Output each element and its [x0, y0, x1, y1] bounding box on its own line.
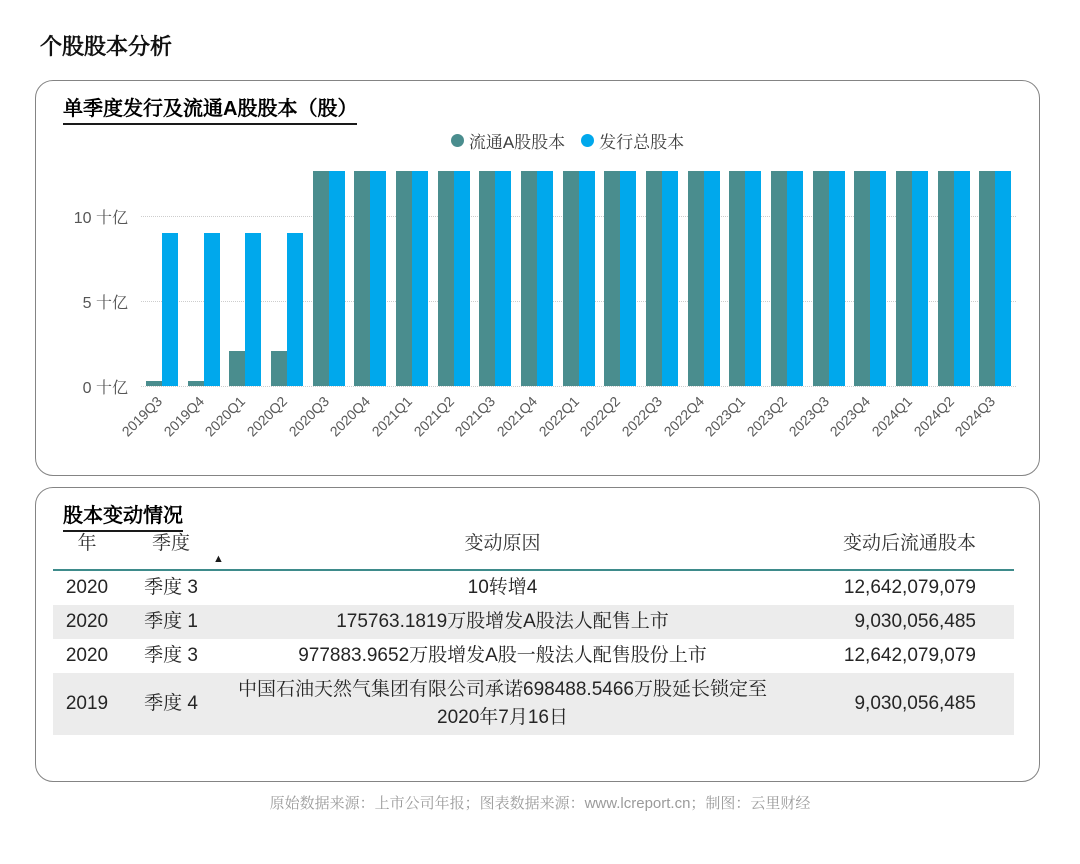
- x-axis-tick-label: 2020Q3: [285, 393, 332, 440]
- bar-circulating-2021Q2[interactable]: [438, 171, 454, 386]
- x-axis-tick-label: 2020Q4: [326, 393, 374, 440]
- table-row[interactable]: [53, 571, 1014, 605]
- cell-reason: 10转增4: [467, 577, 538, 598]
- table-row[interactable]: [53, 605, 1014, 639]
- x-axis-tick-label: 2022Q4: [660, 393, 707, 440]
- table-title: 股本变动情况: [63, 499, 183, 532]
- footer-credits: 原始数据来源：上市公司年报；图表数据来源：www.lcreport.cn；制图：云里财经: [269, 795, 811, 812]
- x-axis-tick-label: 2023Q3: [785, 393, 832, 440]
- bar-circulating-2023Q2[interactable]: [771, 171, 787, 386]
- bar-circulating-2023Q3[interactable]: [813, 171, 829, 386]
- bar-total-2020Q2[interactable]: [287, 233, 303, 386]
- bar-circulating-2019Q3[interactable]: [146, 381, 162, 386]
- table-row[interactable]: [53, 673, 1014, 735]
- bar-circulating-2020Q1[interactable]: [229, 351, 245, 386]
- cell-year: 2020: [65, 645, 109, 666]
- x-axis-tick-label: 2021Q3: [451, 393, 499, 440]
- bar-total-2024Q2[interactable]: [954, 171, 970, 386]
- legend-dot-icon: [581, 134, 594, 147]
- bar-circulating-2024Q1[interactable]: [896, 171, 912, 386]
- column-header-shares[interactable]: 变动后流通股本: [842, 532, 976, 554]
- cell-quarter: 季度 4: [144, 693, 198, 714]
- bar-total-2022Q3[interactable]: [662, 171, 678, 386]
- legend-dot-icon: [451, 134, 464, 147]
- x-axis-tick-label: 2022Q1: [535, 393, 582, 440]
- legend-label: 发行总股本: [599, 133, 685, 152]
- table-body: [53, 571, 1014, 735]
- column-header-quarter[interactable]: 季度: [151, 532, 190, 554]
- bar-total-2023Q1[interactable]: [745, 171, 761, 386]
- bar-circulating-2020Q4[interactable]: [354, 171, 370, 386]
- bar-circulating-2020Q2[interactable]: [271, 351, 287, 386]
- x-axis-tick-label: 2021Q4: [493, 393, 541, 440]
- bar-circulating-2022Q4[interactable]: [688, 171, 704, 386]
- bar-circulating-2022Q3[interactable]: [646, 171, 662, 386]
- bar-total-2019Q3[interactable]: [162, 233, 178, 386]
- cell-year: 2019: [65, 693, 109, 714]
- x-axis-tick-label: 2020Q2: [243, 393, 291, 440]
- bar-circulating-2023Q4[interactable]: [854, 171, 870, 386]
- cell-year: 2020: [65, 611, 109, 632]
- bar-total-2020Q3[interactable]: [329, 171, 345, 386]
- cell-reason: 175763.1819万股增发A股法人配售上市: [336, 611, 669, 632]
- bar-total-2024Q1[interactable]: [912, 171, 928, 386]
- bar-circulating-2020Q3[interactable]: [313, 171, 329, 386]
- bar-total-2023Q4[interactable]: [870, 171, 886, 386]
- column-header-year[interactable]: 年: [77, 532, 97, 554]
- bar-total-2022Q1[interactable]: [579, 171, 595, 386]
- x-axis-tick-label: 2023Q1: [701, 393, 749, 440]
- cell-quarter: 季度 3: [144, 577, 198, 598]
- gridline-0: [141, 386, 1016, 387]
- column-header-reason[interactable]: 变动原因: [464, 532, 541, 554]
- x-axis-tick-label: 2024Q1: [868, 393, 916, 440]
- legend-label: 流通A股股本: [468, 133, 566, 152]
- legend-item-1[interactable]: [581, 128, 684, 153]
- x-axis-tick-label: 2022Q3: [618, 393, 666, 440]
- bar-circulating-2021Q1[interactable]: [396, 171, 412, 386]
- cell-reason: 中国石油天然气集团有限公司承诺698488.5466万股延长锁定至2020年7月16日: [238, 679, 767, 728]
- bar-chart-plot: [73, 171, 1016, 440]
- bar-total-2021Q2[interactable]: [454, 171, 470, 386]
- cell-shares: 12,642,079,079: [843, 645, 976, 666]
- bar-total-2023Q2[interactable]: [787, 171, 803, 386]
- cell-quarter: 季度 3: [144, 645, 198, 666]
- y-axis-tick-label: 0 十亿: [82, 380, 128, 397]
- bar-total-2020Q4[interactable]: [370, 171, 386, 386]
- bar-circulating-2019Q4[interactable]: [188, 381, 204, 386]
- bar-total-2023Q3[interactable]: [829, 171, 845, 386]
- chart-legend: [36, 128, 1039, 153]
- bar-circulating-2023Q1[interactable]: [729, 171, 745, 386]
- bar-total-2021Q3[interactable]: [495, 171, 511, 386]
- bar-total-2022Q4[interactable]: [704, 171, 720, 386]
- bar-circulating-2022Q1[interactable]: [563, 171, 579, 386]
- x-axis-tick-label: 2020Q1: [201, 393, 249, 440]
- chart-title: 单季度发行及流通A股股本（股）: [63, 92, 357, 125]
- bar-circulating-2021Q3[interactable]: [479, 171, 495, 386]
- cell-shares: 9,030,056,485: [854, 611, 976, 632]
- bar-total-2021Q4[interactable]: [537, 171, 553, 386]
- y-axis-tick-label: 10 十亿: [73, 210, 128, 228]
- bar-circulating-2024Q3[interactable]: [979, 171, 995, 386]
- cell-shares: 12,642,079,079: [843, 577, 976, 598]
- bar-total-2019Q4[interactable]: [204, 233, 220, 386]
- cell-year: 2020: [65, 577, 109, 598]
- x-axis-tick-label: 2023Q2: [743, 393, 791, 440]
- x-axis-tick-label: 2021Q1: [368, 393, 416, 440]
- x-axis-tick-label: 2024Q2: [910, 393, 957, 440]
- table-card: [35, 487, 1040, 782]
- legend-item-0[interactable]: [451, 128, 565, 153]
- x-axis-tick-label: 2024Q3: [951, 393, 999, 440]
- bar-total-2024Q3[interactable]: [995, 171, 1011, 386]
- x-axis-tick-label: 2021Q2: [410, 393, 457, 440]
- y-axis-tick-label: 5 十亿: [82, 295, 128, 313]
- bar-total-2020Q1[interactable]: [245, 233, 261, 386]
- bar-circulating-2024Q2[interactable]: [938, 171, 954, 386]
- x-axis-tick-label: 2019Q4: [160, 393, 207, 440]
- x-axis-tick-label: 2019Q3: [118, 393, 166, 440]
- bar-circulating-2022Q2[interactable]: [604, 171, 620, 386]
- bar-circulating-2021Q4[interactable]: [521, 171, 537, 386]
- table-row[interactable]: [53, 639, 1014, 673]
- x-axis-tick-label: 2022Q2: [576, 393, 624, 440]
- x-axis-tick-label: 2023Q4: [826, 393, 874, 440]
- chart-card: [35, 80, 1040, 476]
- cell-reason: 977883.9652万股增发A股一般法人配售股份上市: [298, 645, 707, 666]
- page-title: 个股股本分析: [40, 34, 173, 59]
- cell-shares: 9,030,056,485: [854, 693, 976, 714]
- bar-total-2022Q2[interactable]: [620, 171, 636, 386]
- cell-quarter: 季度 1: [144, 611, 198, 632]
- bar-total-2021Q1[interactable]: [412, 171, 428, 386]
- table-header-row: [53, 526, 1014, 571]
- sort-ascending-icon: ▲: [213, 553, 224, 565]
